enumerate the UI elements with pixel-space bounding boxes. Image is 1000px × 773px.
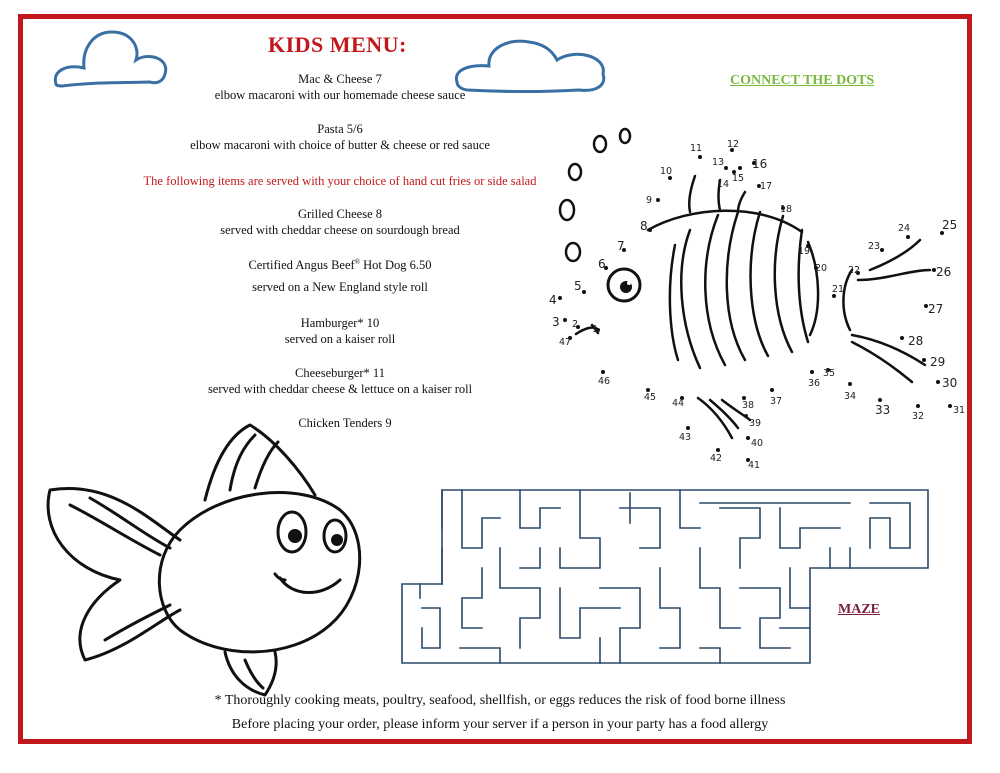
dot-number: 31 xyxy=(953,405,966,416)
menu-item-grilled-cheese xyxy=(100,207,580,238)
dot-number: 18 xyxy=(780,204,793,215)
menu-item-pasta xyxy=(100,122,580,153)
sides-notice: The following items are served with your choice of hand cut fries or side salad xyxy=(143,174,537,188)
dot-number: 23 xyxy=(868,241,881,252)
menu-item-name: Pasta 5/6 xyxy=(317,122,363,136)
dot-number: 5 xyxy=(574,279,582,293)
dot-number: 12 xyxy=(727,139,740,150)
menu-item-cheeseburger xyxy=(100,366,580,397)
menu-item-name: Cheeseburger* 11 xyxy=(295,366,385,380)
dot-number: 9 xyxy=(646,195,653,206)
dot-number: 44 xyxy=(672,398,685,409)
dot-number: 10 xyxy=(660,166,673,177)
menu-item-name: Certified Angus Beef® Hot Dog 6.50 xyxy=(248,258,432,273)
dot-number: 19 xyxy=(798,246,811,257)
dot-number: 11 xyxy=(690,143,703,154)
menu-item-description: served on a kaiser roll xyxy=(284,332,396,346)
menu-item-name: Mac & Cheese 7 xyxy=(298,72,382,86)
dot-number: 24 xyxy=(898,223,911,234)
dot-number: 15 xyxy=(732,173,745,184)
dot-number: 22 xyxy=(848,265,861,276)
dot-number: 36 xyxy=(808,378,821,389)
dot-number: 14 xyxy=(717,179,730,190)
dot-number: 3 xyxy=(552,315,560,329)
menu-item-description: elbow macaroni with choice of butter & cheese or red sauce xyxy=(190,138,490,152)
dot-number: 4 xyxy=(549,293,557,307)
menu-item-description: served with cheddar cheese & lettuce on a kaiser roll xyxy=(207,382,473,396)
dot-number: 6 xyxy=(598,257,606,271)
dot-number: 26 xyxy=(936,265,952,279)
dot-number: 35 xyxy=(823,368,836,379)
dot-number: 21 xyxy=(832,284,845,295)
dot-number: 34 xyxy=(844,391,857,402)
dot-number: 39 xyxy=(749,418,762,429)
dot-number: 29 xyxy=(930,355,946,369)
registered-mark: ® xyxy=(354,258,361,266)
dot-number: 38 xyxy=(742,400,755,411)
dot-number: 8 xyxy=(640,219,648,233)
dot-number: 45 xyxy=(644,392,657,403)
food-safety-disclaimer: * Thoroughly cooking meats, poultry, seafood, shellfish, or eggs reduces the risk of food borne illness xyxy=(214,693,786,708)
menu-item-name: Chicken Tenders 9 xyxy=(298,416,392,430)
dot-number: 37 xyxy=(770,396,783,407)
dot-number: 33 xyxy=(875,403,891,417)
menu-item-mac-cheese xyxy=(100,72,580,103)
dot-number: 28 xyxy=(908,334,924,348)
maze-label: MAZE xyxy=(838,602,880,617)
dot-number: 46 xyxy=(598,376,611,387)
maze-puzzle[interactable] xyxy=(400,488,930,678)
connect-dots-fish-illustration xyxy=(540,120,980,480)
dot-number-labels xyxy=(549,139,965,471)
dot-number: 40 xyxy=(751,438,764,449)
allergy-notice: Before placing your order, please inform your server if a person in your party has a food allergy xyxy=(231,717,769,732)
dot-number: 47 xyxy=(559,337,572,348)
dot-number: 20 xyxy=(815,263,828,274)
dot-number: 2 xyxy=(572,319,579,330)
dot-number: 41 xyxy=(748,460,761,471)
dot-number: 42 xyxy=(710,453,723,464)
dot-number: 25 xyxy=(942,218,958,232)
dot-number: 7 xyxy=(617,239,625,253)
menu-item-name: Grilled Cheese 8 xyxy=(297,207,382,221)
dot-number: 43 xyxy=(679,432,692,443)
menu-title: KIDS MENU: xyxy=(268,32,407,57)
dot-number: 30 xyxy=(942,376,958,390)
menu-item-description: served on a New England style roll xyxy=(252,280,428,295)
cartoon-fish-illustration xyxy=(30,420,410,700)
dot-number: 1 xyxy=(592,324,599,335)
dot-number: 13 xyxy=(712,157,725,168)
menu-item-hot-dog xyxy=(100,258,580,295)
menu-item-hamburger xyxy=(100,316,580,347)
dot-number: 27 xyxy=(928,302,944,316)
menu-item-description: served with cheddar cheese on sourdough bread xyxy=(220,223,460,237)
dot-number: 17 xyxy=(760,181,773,192)
menu-item-description: elbow macaroni with our homemade cheese sauce xyxy=(214,88,466,102)
menu-item-name: Hamburger* 10 xyxy=(300,316,380,330)
dot-number: 16 xyxy=(752,157,768,171)
connect-dots-label: CONNECT THE DOTS xyxy=(730,73,875,88)
dot-number: 32 xyxy=(912,411,925,422)
